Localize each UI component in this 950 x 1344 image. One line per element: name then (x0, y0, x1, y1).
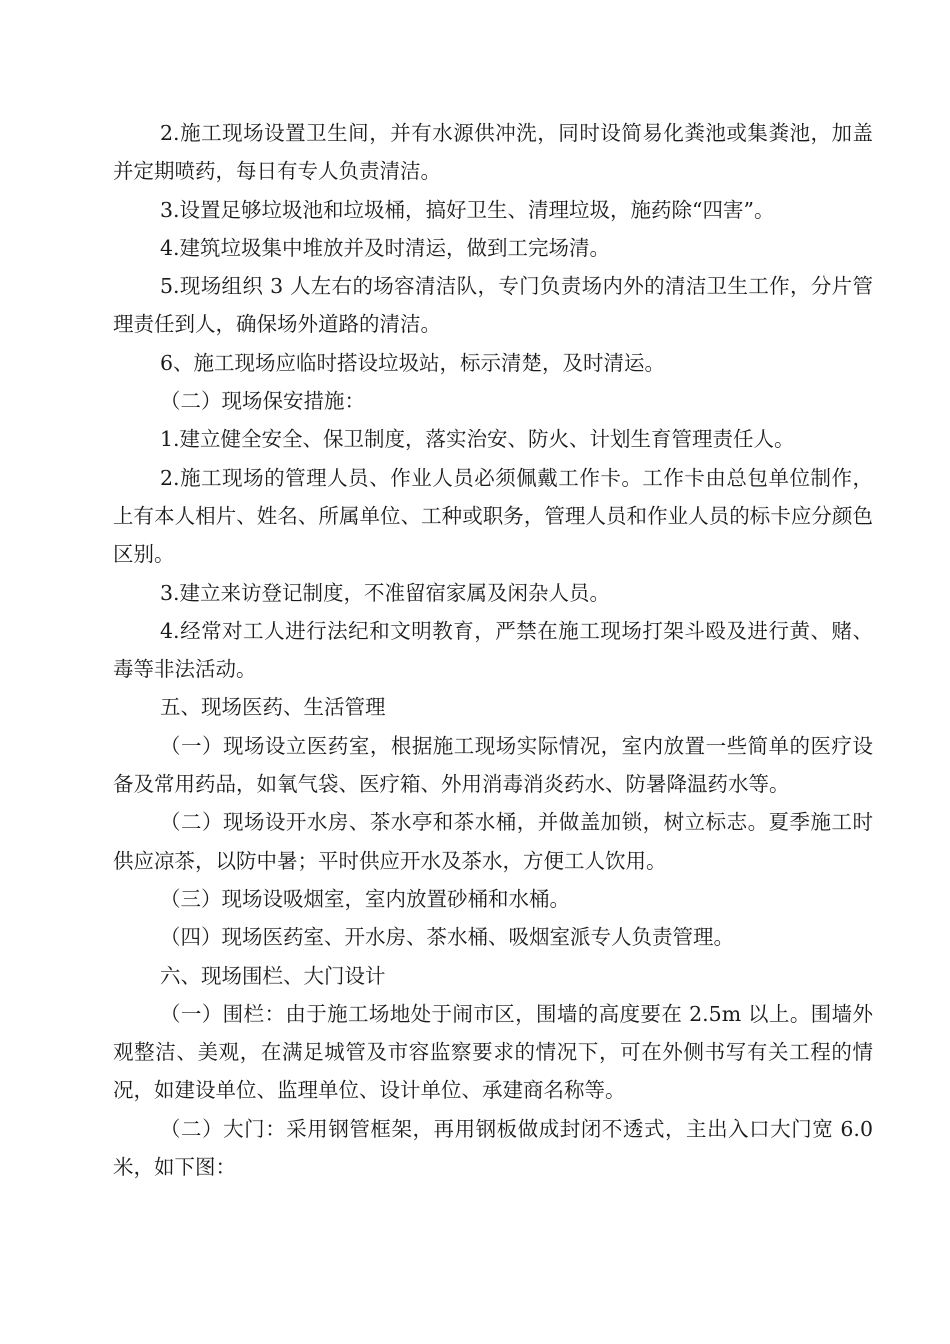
paragraph-garbage-bins: 3.设置足够垃圾池和垃圾桶，搞好卫生、清理垃圾，施药除“四害”。 (160, 197, 775, 222)
paragraph-water-room: （二）现场设开水房、茶水亭和茶水桶，并做盖加锁，树立标志。夏季施工时供应凉茶，以防中暑；平时供应开水及茶水，方便工人饮用。 (113, 810, 873, 873)
paragraph-visitor-registration: 3.建立来访登记制度，不准留宿家属及闲杂人员。 (160, 580, 611, 605)
paragraph-construction-waste: 4.建筑垃圾集中堆放并及时清运，做到工完场清。 (160, 235, 611, 260)
chapter-heading-fence-gate: 六、现场围栏、大门设计 (160, 963, 386, 988)
paragraph-security-system: 1.建立健全安全、保卫制度，落实治安、防火、计划生育管理责任人。 (160, 427, 795, 452)
paragraph-fence: （一）围栏：由于施工场地处于闹市区，围墙的高度要在 2.5m 以上。围墙外观整洁、美观，在满足城管及市容监察要求的情况下，可在外侧书写有关工程的情况，如建设单位、监理单位、设计单位、承建商名称等。 (113, 1001, 873, 1103)
paragraph-garbage-station: 6、施工现场应临时搭设垃圾站，标示清楚，及时清运。 (160, 350, 666, 375)
paragraph-gate: （二）大门：采用钢管框架，再用钢板做成封闭不透式，主出入口大门宽 6.0 米，如下图： (113, 1116, 873, 1180)
paragraph-medical-room: （一）现场设立医药室，根据施工现场实际情况，室内放置一些简单的医疗设备及常用药品，如氧气袋、医疗箱、外用消毒消炎药水、防暑降温药水等。 (113, 733, 873, 797)
document-body (113, 114, 873, 1186)
paragraph-sanitation-toilet: 2.施工现场设置卫生间，并有水源供冲洗，同时设简易化粪池或集粪池，加盖并定期喷药，每日有专人负责清洁。 (113, 121, 873, 184)
paragraph-worker-education: 4.经常对工人进行法纪和文明教育，严禁在施工现场打架斗殴及进行黄、赌、毒等非法活动。 (113, 618, 873, 682)
paragraph-work-card: 2.施工现场的管理人员、作业人员必须佩戴工作卡。工作卡由总包单位制作，上有本人相片、姓名、所属单位、工种或职务，管理人员和作业人员的标卡应分颜色区别。 (113, 465, 873, 567)
paragraph-smoking-room: （三）现场设吸烟室，室内放置砂桶和水桶。 (160, 886, 570, 911)
paragraph-cleaning-team: 5.现场组织 3 人左右的场容清洁队，专门负责场内外的清洁卫生工作，分片管理责任到人，确保场外道路的清洁。 (113, 274, 873, 337)
paragraph-management: （四）现场医药室、开水房、茶水桶、吸烟室派专人负责管理。 (160, 925, 734, 950)
section-heading-security: （二）现场保安措施： (160, 389, 365, 414)
chapter-heading-medical: 五、现场医药、生活管理 (160, 695, 386, 720)
